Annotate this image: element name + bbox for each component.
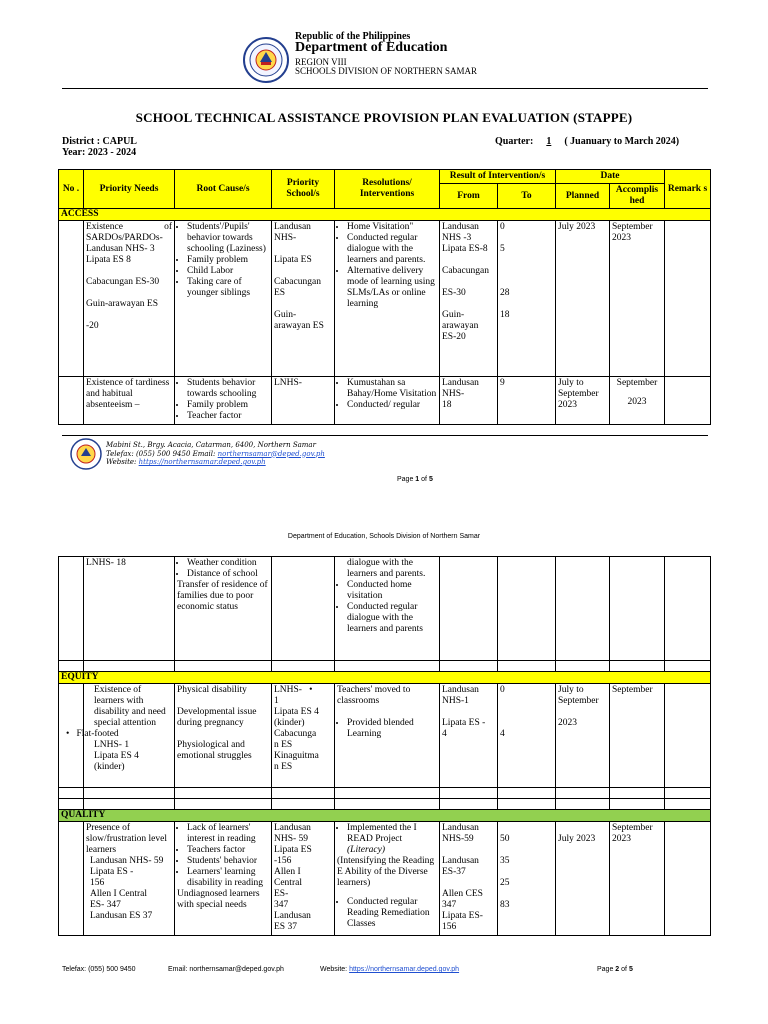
remarks-cell [665,684,711,788]
priority-needs-cell: Existence of learners with disability and need special attention • Flat-footed LNHS- 1 Lipata ES 4 (kinder) [84,684,175,788]
district-label: District : CAPUL [62,136,137,147]
col-from: From [440,184,498,209]
row-no [59,822,84,936]
root-cause-cell: • Students'/Pupils' behavior towards schooling (Laziness) • Family problem • Child Labor • Taking care of younger siblings [175,221,272,377]
col-resolutions: Resolutions/ Interventions [335,170,440,209]
section-equity: EQUITY [59,672,711,684]
division-label: SCHOOLS DIVISION OF NORTHERN SAMAR [295,66,477,76]
result-from-cell: Landusan NHS-59 Landusan ES-37 Allen CES 347 Lipata ES- 156 [440,822,498,936]
footer-email-link[interactable]: northernsamar@deped.gov.ph [217,449,325,458]
result-to-cell: 0 4 [498,684,556,788]
page-number-1: Page 1 of 5 [397,476,433,483]
table-row [59,377,711,425]
resolutions-cell: • Kumustahan sa Bahay/Home Visitation • Conducted/ regular [335,377,440,425]
footer-contact [106,441,325,467]
resolutions-cell: Teachers' moved to classrooms • Provided blended Learning [335,684,440,788]
planned-cell: July to September 2023 [556,684,610,788]
region-label: REGION VIII [295,57,347,67]
row-no [59,377,84,425]
footer2-telefax: Telefax: (055) 500 9450 [62,966,136,973]
priority-school-cell: Landusan NHS- 59 Lipata ES -156 Allen I Central ES- 347 Landusan ES 37 [272,822,335,936]
remarks-cell [665,377,711,425]
col-to: To [498,184,556,209]
footer2-website: Website: https://northernsamar.deped.gov.ph [320,966,460,973]
table-row [59,684,711,788]
republic-label: Republic of the Philippines [295,31,411,42]
priority-school-cell: Landusan NHS- Lipata ES Cabacungan ES Guin-arawayan ES [272,221,335,377]
result-from-cell: Landusan NHS-1 Lipata ES - 4 [440,684,498,788]
table-row [59,557,711,661]
row-no [59,221,84,377]
root-cause-cell: Physical disability Developmental issue during pregnancy Physiological and emotional struggles [175,684,272,788]
footer2-email: Email: northernsamar@deped.gov.ph [168,966,284,973]
result-from-cell: Landusan NHS- 18 [440,377,498,425]
deped-footer-logo-icon [70,438,102,470]
col-priority-school: Priority School/s [272,170,335,209]
table-row [59,822,711,936]
quarter-value: 1 [546,136,552,147]
priority-school-cell: LNHS- • 1 Lipata ES 4 (kinder) Cabacunga n ES Kinaguitma n ES [272,684,335,788]
remarks-cell [665,221,711,377]
result-to-cell: 9 [498,377,556,425]
stappe-table-page1 [58,169,711,425]
resolutions-cell: dialogue with the learners and parents. • Conducted home visitation • Conducted regular dialogue with the learners and parents [335,557,440,661]
planned-cell: July 2023 [556,221,610,377]
section-access: ACCESS [59,209,711,221]
header-rule [62,88,708,89]
footer-website-label: Website: [106,458,139,466]
priority-needs-cell: Presence of slow/frustration level learners Landusan NHS- 59 Lipata ES - 156 Allen I Central ES- 347 Landusan ES 37 [84,822,175,936]
table-row [59,221,711,377]
priority-needs-cell: LNHS- 18 [84,557,175,661]
footer-telefax: Telefax: (055) 500 9450 Email: [106,449,218,458]
remarks-cell [665,822,711,936]
footer2-website-link[interactable]: https://northernsamar.deped.gov.ph [349,966,460,973]
planned-cell: July 2023 [556,822,610,936]
accomplished-cell: September 2023 [610,822,665,936]
accomplished-cell: September [610,684,665,788]
result-to-cell: 0 5 28 18 [498,221,556,377]
resolutions-cell: • Implemented the I READ Project (Literacy) (Intensifying the Reading E Ability of the Diverse learners) • Conducted regular Reading Remediation Classes [335,822,440,936]
col-no: No . [59,170,84,209]
col-date: Date [556,170,665,184]
priority-needs-cell: Existence of tardiness and habitual absenteeism – [84,377,175,425]
col-remarks: Remark s [665,170,711,209]
result-to-cell: 50 35 25 83 [498,822,556,936]
col-planned: Planned [556,184,610,209]
page2-header: Department of Education, Schools Division of Northern Samar [287,533,481,540]
year-label: Year: 2023 - 2024 [62,147,137,158]
page-number-2: Page 2 of 5 [597,966,633,973]
root-cause-cell: • Students behavior towards schooling • Family problem • Teacher factor [175,377,272,425]
quarter-label: Quarter: [495,136,534,147]
footer-address: Mabini St., Brgy. Acacia, Catarman, 6400, Northern Samar [106,441,316,449]
col-priority-needs: Priority Needs [84,170,175,209]
accomplished-cell: September 2023 [610,221,665,377]
footer-rule [62,435,708,436]
col-root-cause: Root Cause/s [175,170,272,209]
root-cause-cell: • Lack of learners' interest in reading • Teachers factor • Students' behavior • Learners' learning disability in reading Undiagnosed learners with special needs [175,822,272,936]
deped-seal-icon [243,37,289,83]
section-quality: QUALITY [59,810,711,822]
document-title: SCHOOL TECHNICAL ASSISTANCE PROVISION PLAN EVALUATION (STAPPE) [135,110,633,125]
result-from-cell: Landusan NHS -3 Lipata ES-8 Cabacungan ES-30 Guin-arawayan ES-20 [440,221,498,377]
planned-cell: July to September 2023 [556,377,610,425]
stappe-table-page2 [58,556,711,936]
quarter-field [495,136,679,147]
quarter-range: ( Juanuary to March 2024) [564,136,680,147]
priority-school-cell: LNHS- [272,377,335,425]
priority-needs-cell: Existence of SARDOs/PARDOs- Landusan NHS- 3 Lipata ES 8 Cabacungan ES-30 Guin-arawayan ES -20 [84,221,175,377]
accomplished-cell: September 2023 [610,377,665,425]
department-name: Department of Education [295,40,448,55]
root-cause-cell: • Weather condition • Distance of school Transfer of residence of families due to poor economic status [175,557,272,661]
resolutions-cell: • Home Visitation" • Conducted regular dialogue with the learners and parents. • Alternative delivery mode of learning using SLMs/LAs or online learning [335,221,440,377]
footer-website-link[interactable]: https://northernsamar.deped.gov.ph [138,458,266,466]
col-accomplished: Accomplis hed [610,184,665,209]
col-result: Result of Intervention/s [440,170,556,184]
